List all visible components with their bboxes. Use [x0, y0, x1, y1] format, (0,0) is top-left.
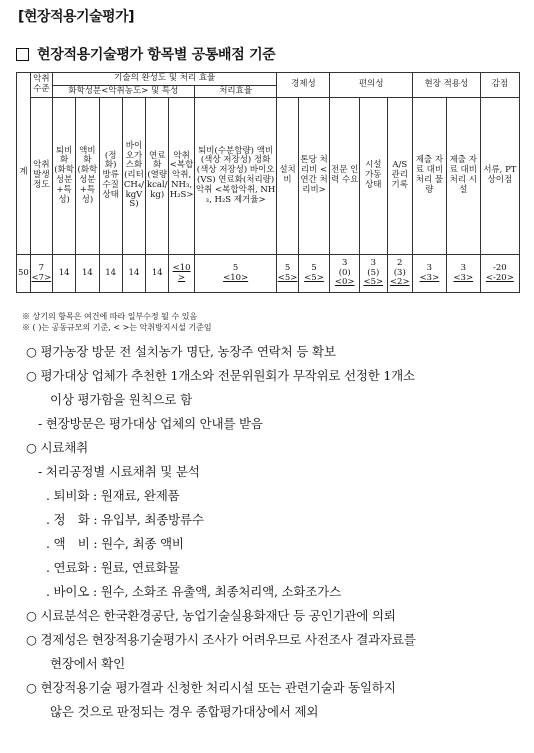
val-seolchi: 5 <5>: [277, 255, 298, 293]
body-text: [26, 340, 526, 724]
val-bio: 14: [122, 255, 145, 293]
col-seoryu: 서류, PT 상이점: [480, 98, 519, 255]
checkbox-square-icon: [16, 48, 29, 61]
col-seolchi: 설치비: [277, 98, 298, 255]
bullet-line: ○ 경제성은 현장적용기술평가시 조사가 어려우므로 사전조사 결과자료를: [26, 632, 416, 647]
page-title: [16, 44, 276, 64]
header-empty: [17, 73, 31, 255]
scoring-table: [16, 72, 520, 293]
val-gye: 50: [17, 255, 31, 293]
bullet-line: ○ 현장적용기술 평가결과 신청한 처리시설 또는 관련기술과 동일하지: [26, 680, 396, 695]
section-header: [현장적용기술평가]: [18, 9, 134, 25]
val-akbal: 7 <7>: [30, 255, 52, 293]
col-aekbi: 액비화 (화학성분+특성): [76, 98, 99, 255]
val-jeonghwa: 14: [99, 255, 122, 293]
bullet-line: ○ 평가대상 업체가 추천한 1개소와 전문위원회가 무작위로 선정한 1개소: [26, 368, 415, 383]
val-jechul2: 3 <3>: [446, 255, 480, 293]
bullet-line: ○ 시료분석은 한국환경공단, 농업기술실용화재단 등 공인기관에 의뢰: [26, 608, 396, 623]
val-yeonryo: 14: [146, 255, 169, 293]
val-tondang: 5 <5>: [298, 255, 330, 293]
header-economy: 경제성: [277, 73, 330, 98]
dash-line: - 처리공정별 시료채취 및 분석: [38, 464, 200, 479]
col-toebi: 퇴비화 (화학성분+특성): [52, 98, 75, 255]
val-jechul1: 3 <3>: [412, 255, 446, 293]
val-toebi: 14: [52, 255, 75, 293]
row-label-gye: 계: [19, 167, 28, 177]
val-akchwi: <10>: [169, 255, 194, 293]
page-title-text: 현장적용기술평가 항목별 공통배점 기준: [37, 47, 276, 63]
header-completeness: 기술의 완성도 및 처리 효율: [52, 73, 276, 86]
col-as: A/S 관리 기록: [387, 98, 412, 255]
bullet-line: ○ 평가농장 방문 전 설치농가 명단, 농장주 연락처 등 확보: [26, 344, 336, 359]
val-jeonmun: 3 (0) <0>: [330, 255, 360, 293]
col-bio: 바이오가스화 (리터 CH₄/kgVS): [122, 98, 145, 255]
bullet-line: ○ 시료채취: [26, 440, 88, 455]
val-as: 2 (3) <2>: [387, 255, 412, 293]
sub-item-line: . 액 비 : 원수, 최종 액비: [46, 536, 184, 551]
sub-item-line: . 바이오 : 원수, 소화조 유출액, 최종처리액, 소화조가스: [46, 584, 341, 599]
header-convenience: 편의성: [330, 73, 413, 98]
continuation-line: 현장에서 확인: [50, 656, 126, 671]
col-cheori-detail: 퇴비(수분함량) 액비 (색상 저장성) 정화 (색상 저장성) 바이오(VS) 연료화(처리량) 악취 <복합악취, NH₃, H₂S 제거율>: [194, 98, 277, 255]
col-jechul2: 제출 자료 대비 처리 시설: [446, 98, 480, 255]
header-akchwi: 악취 수준: [30, 73, 52, 98]
continuation-line: 않은 것으로 판정되는 경우 종합평가대상에서 제외: [50, 704, 319, 719]
header-deduction: 감점: [480, 73, 519, 98]
val-cheori: 5 <10>: [194, 255, 277, 293]
col-jechul1: 제출 자료 대비 처리 물량: [412, 98, 446, 255]
table-notes: [22, 312, 212, 334]
col-jeonmun: 전문 인력 수요: [330, 98, 360, 255]
note-line: ※ ( )는 공동규모의 기준, < >는 악취방지시설 기준임: [22, 322, 212, 332]
dash-line: - 현장방문은 평가대상 업체의 안내를 받음: [38, 416, 263, 431]
val-seoryu: -20 <-20>: [480, 255, 519, 293]
val-aekbi: 14: [76, 255, 99, 293]
header-field: 현장 적용성: [412, 73, 480, 98]
col-siseol: 시설 가동 상태: [360, 98, 388, 255]
sub-item-line: . 정 화 : 유입부, 최종방류수: [46, 512, 204, 527]
header-chemistry: 화학성분<악취농도> 및 특성: [52, 86, 194, 98]
sub-item-line: . 연료화 : 원료, 연료화물: [46, 560, 180, 575]
val-siseol: 3 (5) <5>: [360, 255, 388, 293]
col-akchwi: 악취 <복합악취, NH₃, H₂S>: [169, 98, 194, 255]
col-jeonghwa: (정화) 방류수질 상태: [99, 98, 122, 255]
col-tondang: 톤당 처리비 <연간 처리비>: [298, 98, 330, 255]
header-efficiency: 처리효율: [194, 86, 277, 98]
continuation-line: 이상 평가함을 원칙으로 함: [50, 392, 192, 407]
col-yeonryo: 연료화 (열량kcal/kg): [146, 98, 169, 255]
note-line: ※ 상기의 항목은 여건에 따라 일부수정 될 수 있음: [22, 312, 198, 321]
sub-item-line: . 퇴비화 : 원재료, 완제품: [46, 488, 180, 503]
col-akbal: 악취 발생 정도: [30, 98, 52, 255]
